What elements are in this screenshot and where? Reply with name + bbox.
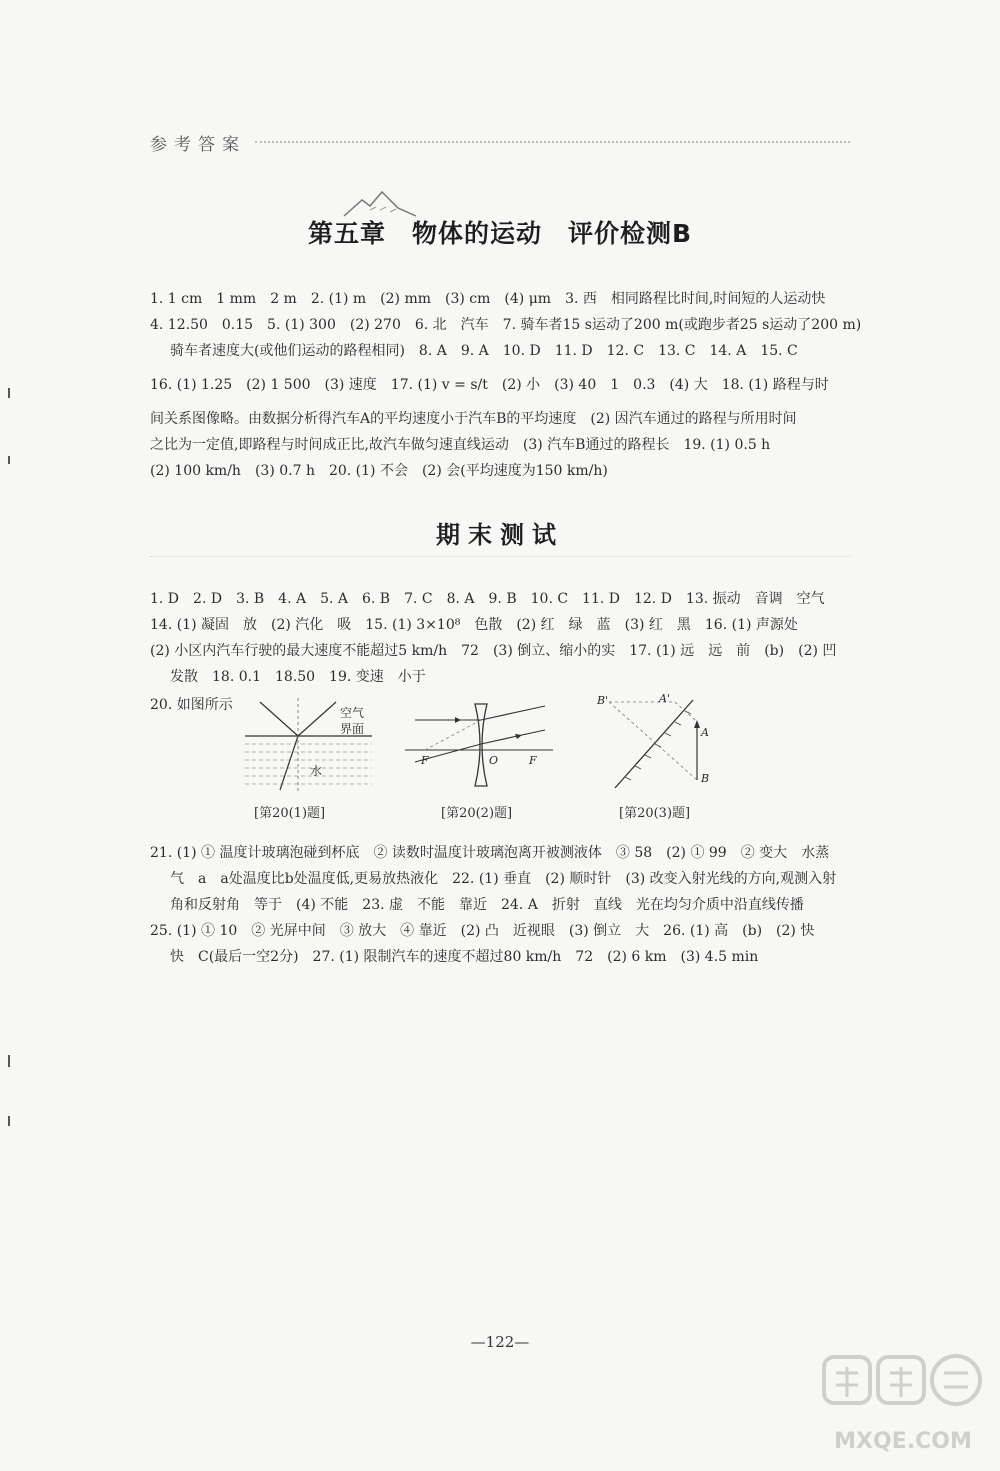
page-number: —122— bbox=[470, 1333, 530, 1351]
figure-caption: [第20(3)题] bbox=[619, 806, 691, 821]
label-focus-left: F bbox=[421, 754, 429, 767]
lens-diagram bbox=[405, 700, 555, 790]
chapter-title: 第五章 物体的运动 评价检测B bbox=[307, 219, 693, 248]
margin-mark bbox=[8, 388, 10, 398]
figure-refraction bbox=[240, 694, 380, 824]
answer-line: 气 a a处温度比b处温度低,更易放热液化 22. (1) 垂直 (2) 顺时针 (3) 改变入射光线的方向,观测入射 bbox=[170, 871, 837, 887]
margin-mark bbox=[8, 1055, 10, 1067]
answer-line: 间关系图像略。由数据分析得汽车A的平均速度小于汽车B的平均速度 (2) 因汽车通过的路程与所用时间 bbox=[150, 411, 797, 427]
figure-caption: [第20(1)题] bbox=[254, 806, 326, 821]
header-label: 参考答案 bbox=[150, 135, 246, 155]
answer-line: 25. (1) ① 10 ② 光屏中间 ③ 放大 ④ 靠近 (2) 凸 近视眼 (3) 倒立 大 26. (1) 高 (b) (2) 快 bbox=[150, 923, 815, 939]
final-test-title: 期末测试 bbox=[436, 521, 564, 549]
margin-mark bbox=[8, 1116, 10, 1126]
final-test-divider bbox=[150, 556, 850, 557]
figure-caption: [第20(2)题] bbox=[441, 806, 513, 821]
label-focus-right: F bbox=[529, 754, 537, 767]
answer-line: (2) 小区内汽车行驶的最大速度不能超过5 km/h 72 (3) 倒立、缩小的实 17. (1) 远 远 前 (b) (2) 凹 bbox=[150, 643, 837, 659]
answer-line: 角和反射角 等于 (4) 不能 23. 虚 不能 靠近 24. A 折射 直线 光在均匀介质中沿直线传播 bbox=[170, 897, 804, 913]
label-b: B bbox=[701, 772, 710, 785]
label-optical-center: O bbox=[489, 754, 499, 767]
answer-line: (2) 100 km/h (3) 0.7 h 20. (1) 不会 (2) 会(平均速度为150 km/h) bbox=[150, 463, 608, 479]
watermark bbox=[818, 1349, 988, 1459]
answer-line: 快 C(最后一空2分) 27. (1) 限制汽车的速度不超过80 km/h 72 (2) 6 km (3) 4.5 min bbox=[170, 949, 759, 965]
answer-line: 16. (1) 1.25 (2) 1 500 (3) 速度 17. (1) v = s/t (2) 小 (3) 40 1 0.3 (4) 大 18. (1) 路程与时 bbox=[150, 377, 829, 393]
answer-line: 1. D 2. D 3. B 4. A 5. A 6. B 7. C 8. A 9. B 10. C 11. D 12. D 13. 振动 音调 空气 bbox=[150, 591, 825, 607]
label-a-prime: A' bbox=[659, 692, 670, 705]
figure-mirror bbox=[595, 692, 725, 824]
answer-line: 4. 12.50 0.15 5. (1) 300 (2) 270 6. 北 汽车 7. 骑车者15 s运动了200 m(或跑步者25 s运动了200 m) bbox=[150, 317, 862, 333]
label-b-prime: B' bbox=[597, 694, 609, 707]
answer-line: 之比为一定值,即路程与时间成正比,故汽车做匀速直线运动 (3) 汽车B通过的路程长 19. (1) 0.5 h bbox=[150, 437, 771, 453]
watermark-logo-icon bbox=[818, 1349, 988, 1429]
watermark-text: MXQE.COM bbox=[834, 1429, 972, 1454]
label-a: A bbox=[701, 726, 709, 739]
label-interface: 界面 bbox=[340, 722, 365, 736]
label-water: 水 bbox=[310, 764, 323, 778]
label-air: 空气 bbox=[340, 706, 365, 720]
answer-line: 发散 18. 0.1 18.50 19. 变速 小于 bbox=[170, 669, 426, 685]
header-divider bbox=[255, 141, 850, 143]
margin-mark bbox=[8, 456, 10, 464]
answer-line: 骑车者速度大(或他们运动的路程相同) 8. A 9. A 10. D 11. D 12. C 13. C 14. A 15. C bbox=[170, 343, 798, 359]
question-20-intro: 20. 如图所示 bbox=[150, 697, 233, 713]
answer-line: 1. 1 cm 1 mm 2 m 2. (1) m (2) mm (3) cm (4) μm 3. 西 相同路程比时间,时间短的人运动快 bbox=[150, 291, 826, 307]
figure-lens bbox=[405, 700, 555, 824]
answer-line: 14. (1) 凝固 放 (2) 汽化 吸 15. (1) 3×10⁸ 色散 (2) 红 绿 蓝 (3) 红 黑 16. (1) 声源处 bbox=[150, 617, 798, 633]
answer-line: 21. (1) ① 温度计玻璃泡碰到杯底 ② 读数时温度计玻璃泡离开被测液体 ③ 58 (2) ① 99 ② 变大 水蒸 bbox=[150, 845, 830, 861]
